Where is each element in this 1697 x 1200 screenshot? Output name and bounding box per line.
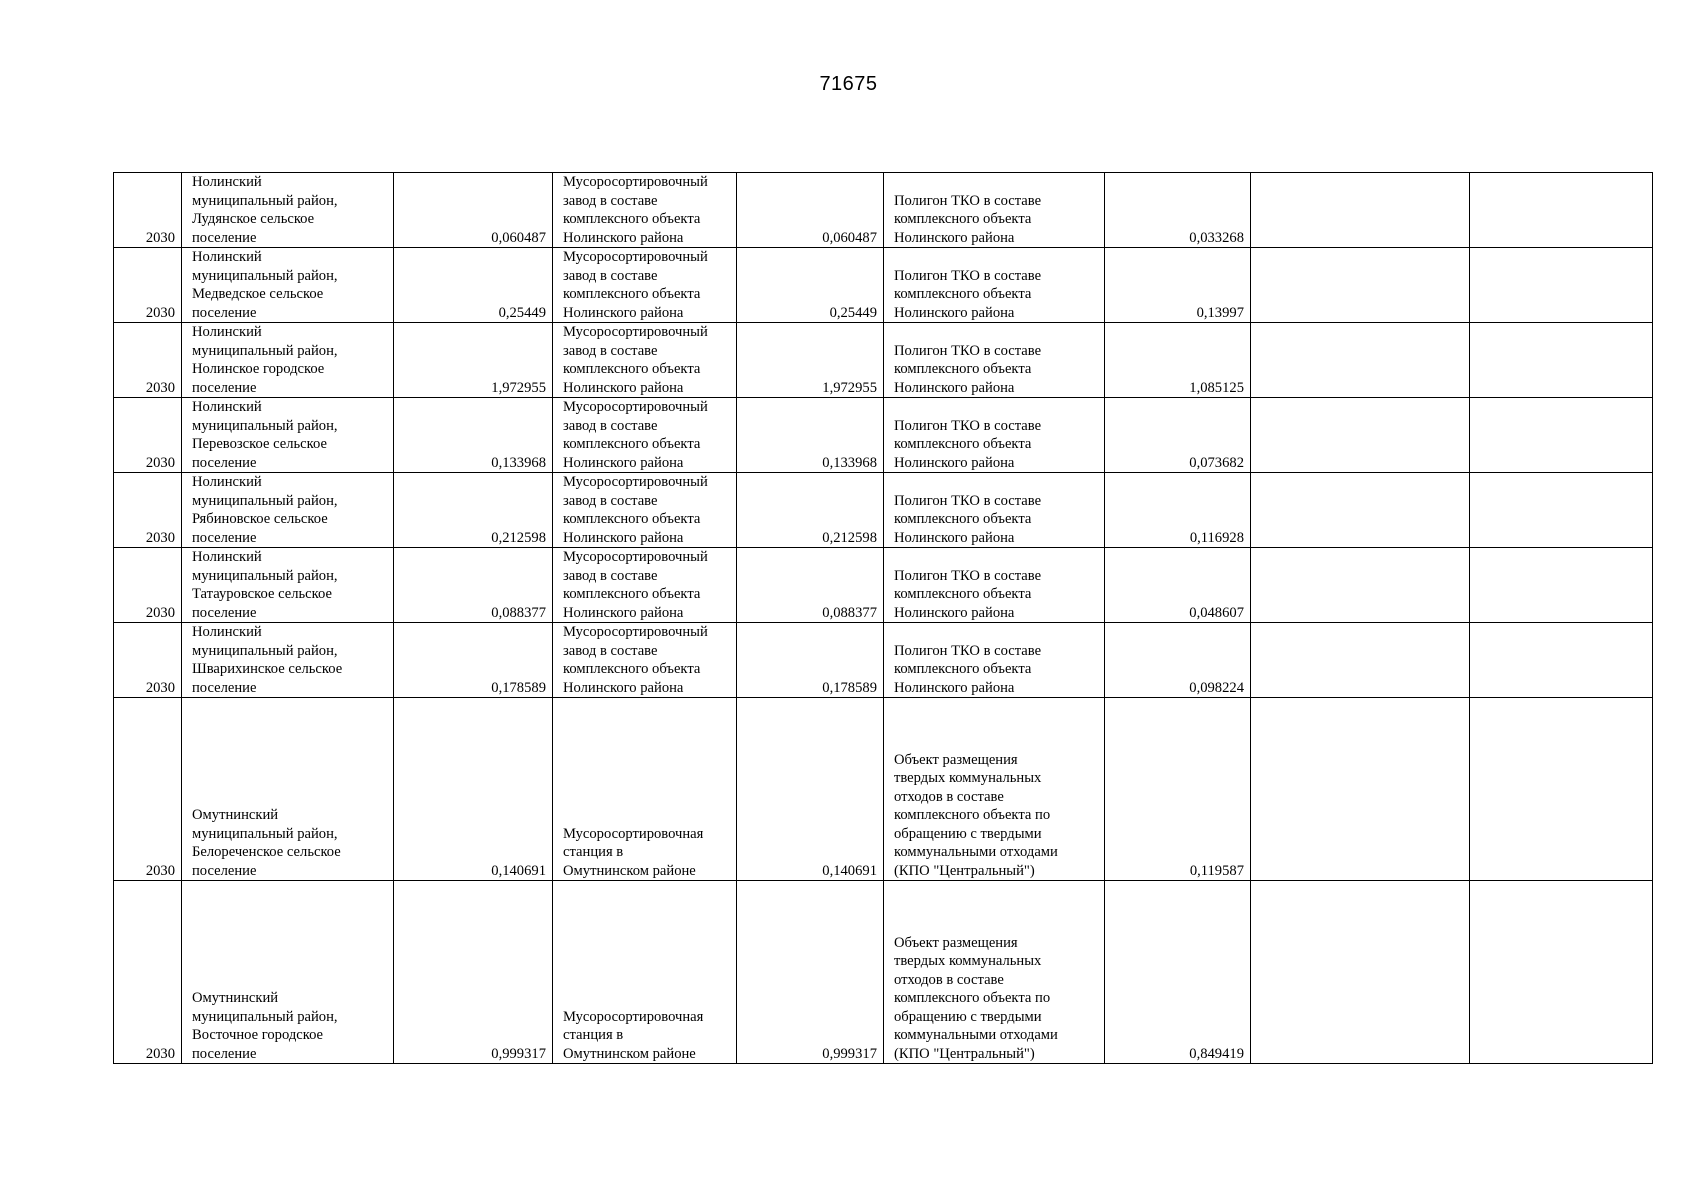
placement-cell: Полигон ТКО в составе комплексного объекта Нолинского района (884, 173, 1105, 248)
mass-processing-cell: 0,088377 (737, 548, 884, 623)
mass-placement-cell: 0,119587 (1105, 698, 1251, 881)
empty-cell (1470, 698, 1653, 881)
mass-processing-cell: 0,133968 (737, 398, 884, 473)
mass-source-cell: 0,088377 (394, 548, 553, 623)
table-row (114, 173, 1653, 248)
empty-cell (1251, 323, 1470, 398)
year-cell: 2030 (114, 548, 182, 623)
source-cell: Омутнинский муниципальный район, Белореченское сельское поселение (182, 698, 394, 881)
empty-cell (1251, 248, 1470, 323)
mass-placement-cell: 0,073682 (1105, 398, 1251, 473)
mass-placement-cell: 0,033268 (1105, 173, 1251, 248)
year-cell: 2030 (114, 881, 182, 1064)
mass-source-cell: 0,999317 (394, 881, 553, 1064)
mass-placement-cell: 1,085125 (1105, 323, 1251, 398)
mass-placement-cell: 0,849419 (1105, 881, 1251, 1064)
empty-cell (1251, 398, 1470, 473)
mass-source-cell: 0,212598 (394, 473, 553, 548)
year-cell: 2030 (114, 248, 182, 323)
placement-cell: Полигон ТКО в составе комплексного объекта Нолинского района (884, 398, 1105, 473)
page-number: 71675 (819, 73, 878, 95)
empty-cell (1470, 173, 1653, 248)
empty-cell (1470, 548, 1653, 623)
mass-processing-cell: 0,140691 (737, 698, 884, 881)
mass-placement-cell: 0,13997 (1105, 248, 1251, 323)
table-row (114, 881, 1653, 1064)
processing-cell: Мусоросортировочная станция в Омутнинском районе (553, 698, 737, 881)
table-row (114, 623, 1653, 698)
table-row (114, 473, 1653, 548)
mass-source-cell: 0,178589 (394, 623, 553, 698)
year-cell: 2030 (114, 398, 182, 473)
empty-cell (1470, 881, 1653, 1064)
processing-cell: Мусоросортировочный завод в составе комплексного объекта Нолинского района (553, 398, 737, 473)
table-row (114, 323, 1653, 398)
processing-cell: Мусоросортировочный завод в составе комплексного объекта Нолинского района (553, 248, 737, 323)
table-row (114, 548, 1653, 623)
empty-cell (1251, 623, 1470, 698)
empty-cell (1470, 398, 1653, 473)
mass-source-cell: 0,25449 (394, 248, 553, 323)
empty-cell (1470, 248, 1653, 323)
empty-cell (1251, 473, 1470, 548)
empty-cell (1470, 323, 1653, 398)
processing-cell: Мусоросортировочный завод в составе комплексного объекта Нолинского района (553, 323, 737, 398)
placement-cell: Полигон ТКО в составе комплексного объекта Нолинского района (884, 548, 1105, 623)
processing-cell: Мусоросортировочный завод в составе комплексного объекта Нолинского района (553, 623, 737, 698)
year-cell: 2030 (114, 698, 182, 881)
mass-processing-cell: 0,999317 (737, 881, 884, 1064)
table-row (114, 248, 1653, 323)
table-row (114, 398, 1653, 473)
source-cell: Нолинский муниципальный район, Рябиновское сельское поселение (182, 473, 394, 548)
empty-cell (1251, 548, 1470, 623)
source-cell: Нолинский муниципальный район, Нолинское городское поселение (182, 323, 394, 398)
placement-cell: Объект размещения твердых коммунальных отходов в составе комплексного объекта по обращению с твердыми коммунальными отходами (КПО "Центральный") (884, 881, 1105, 1064)
mass-placement-cell: 0,116928 (1105, 473, 1251, 548)
processing-cell: Мусоросортировочный завод в составе комплексного объекта Нолинского района (553, 548, 737, 623)
year-cell: 2030 (114, 173, 182, 248)
placement-cell: Объект размещения твердых коммунальных отходов в составе комплексного объекта по обращению с твердыми коммунальными отходами (КПО "Центральный") (884, 698, 1105, 881)
empty-cell (1251, 698, 1470, 881)
table-row (114, 698, 1653, 881)
source-cell: Омутнинский муниципальный район, Восточное городское поселение (182, 881, 394, 1064)
source-cell: Нолинский муниципальный район, Лудянское сельское поселение (182, 173, 394, 248)
mass-processing-cell: 0,212598 (737, 473, 884, 548)
mass-placement-cell: 0,098224 (1105, 623, 1251, 698)
processing-cell: Мусоросортировочный завод в составе комплексного объекта Нолинского района (553, 473, 737, 548)
mass-processing-cell: 0,25449 (737, 248, 884, 323)
empty-cell (1470, 473, 1653, 548)
mass-placement-cell: 0,048607 (1105, 548, 1251, 623)
source-cell: Нолинский муниципальный район, Татауровское сельское поселение (182, 548, 394, 623)
placement-cell: Полигон ТКО в составе комплексного объекта Нолинского района (884, 323, 1105, 398)
empty-cell (1470, 623, 1653, 698)
mass-processing-cell: 0,060487 (737, 173, 884, 248)
placement-cell: Полигон ТКО в составе комплексного объекта Нолинского района (884, 623, 1105, 698)
mass-source-cell: 1,972955 (394, 323, 553, 398)
placement-cell: Полигон ТКО в составе комплексного объекта Нолинского района (884, 248, 1105, 323)
year-cell: 2030 (114, 623, 182, 698)
empty-cell (1251, 881, 1470, 1064)
mass-source-cell: 0,133968 (394, 398, 553, 473)
empty-cell (1251, 173, 1470, 248)
source-cell: Нолинский муниципальный район, Перевозское сельское поселение (182, 398, 394, 473)
mass-processing-cell: 0,178589 (737, 623, 884, 698)
placement-cell: Полигон ТКО в составе комплексного объекта Нолинского района (884, 473, 1105, 548)
source-cell: Нолинский муниципальный район, Медведское сельское поселение (182, 248, 394, 323)
data-table (113, 172, 1653, 1064)
source-cell: Нолинский муниципальный район, Шварихинское сельское поселение (182, 623, 394, 698)
processing-cell: Мусоросортировочный завод в составе комплексного объекта Нолинского района (553, 173, 737, 248)
year-cell: 2030 (114, 473, 182, 548)
year-cell: 2030 (114, 323, 182, 398)
mass-source-cell: 0,140691 (394, 698, 553, 881)
processing-cell: Мусоросортировочная станция в Омутнинском районе (553, 881, 737, 1064)
mass-processing-cell: 1,972955 (737, 323, 884, 398)
mass-source-cell: 0,060487 (394, 173, 553, 248)
